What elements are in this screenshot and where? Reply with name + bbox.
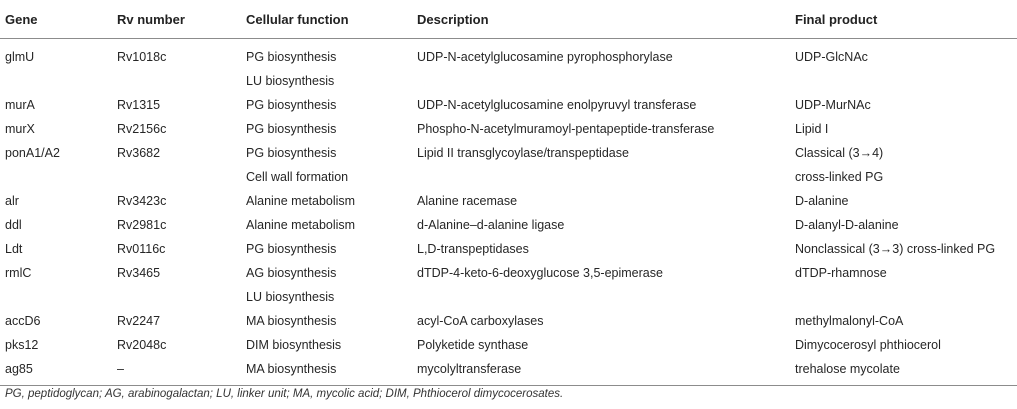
description-cell-text: acyl-CoA carboxylases [417,314,544,328]
description-cell-text: L,D-transpeptidases [417,242,529,256]
function-cell-text: DIM biosynthesis [246,338,342,352]
description-cell [412,261,790,309]
header-gene: Gene [0,0,112,39]
description-cell [412,309,790,333]
gene-cell [0,189,112,213]
description-cell-text: Phospho-N-acetylmuramoyl-pentapeptide-transferase [417,122,715,136]
table-row [0,93,1017,117]
gene-cell-text: murX [5,122,35,136]
function-cell-text: MA biosynthesis [246,314,337,328]
function-cell [241,237,412,261]
function-cell-text: PG biosynthesis [246,146,337,160]
description-cell [412,141,790,189]
product-cell [790,141,1017,189]
gene-cell-text: rmlC [5,266,32,280]
function-cell-text: Alanine metabolism [246,218,356,232]
function-cell [241,357,412,386]
description-cell [412,39,790,94]
description-cell [412,213,790,237]
description-cell-text: Polyketide synthase [417,338,529,352]
gene-cell [0,117,112,141]
gene-cell [0,261,112,309]
table-row [0,117,1017,141]
description-cell-text: mycolyltransferase [417,362,522,376]
product-cell-text: D-alanyl-D-alanine [795,218,899,232]
gene-cell [0,141,112,189]
function-cell-text: PG biosynthesis [246,98,337,112]
table-row [0,39,1017,94]
description-cell [412,93,790,117]
description-cell [412,189,790,213]
rv-number-cell-text: Rv1018c [117,50,167,64]
function-cell [241,141,412,189]
product-cell-text: UDP-MurNAc [795,98,871,112]
header-description: Description [412,0,790,39]
rv-number-cell [112,93,241,117]
table-row [0,189,1017,213]
function-cell-text: Alanine metabolism [246,194,356,208]
rv-number-cell-text: Rv2247 [117,314,161,328]
product-cell [790,261,1017,309]
description-cell-text: d-Alanine–d-alanine ligase [417,218,565,232]
product-cell-text: methylmalonyl-CoA [795,314,904,328]
rv-number-cell [112,357,241,386]
rv-number-cell [112,117,241,141]
gene-cell [0,309,112,333]
table-header-row [0,0,1017,39]
function-cell-text: AG biosynthesis [246,266,337,280]
description-cell [412,237,790,261]
product-cell [790,39,1017,94]
gene-cell [0,213,112,237]
gene-cell [0,93,112,117]
description-cell [412,117,790,141]
product-cell [790,117,1017,141]
function-cell-text: MA biosynthesis [246,362,337,376]
product-cell-text: Dimycocerosyl phthiocerol [795,338,941,352]
function-cell-text: PG biosynthesis [246,122,337,136]
description-cell-text: UDP-N-acetylglucosamine pyrophosphorylase [417,50,673,64]
product-cell [790,189,1017,213]
product-cell-text: UDP-GlcNAc [795,50,868,64]
table-row [0,261,1017,309]
gene-cell-text: Ldt [5,242,23,256]
rv-number-cell-text: Rv2048c [117,338,167,352]
description-cell [412,333,790,357]
function-cell [241,213,412,237]
gene-cell [0,333,112,357]
table-row [0,309,1017,333]
gene-cell-text: accD6 [5,314,41,328]
gene-cell [0,39,112,94]
function-cell-text: LU biosynthesis [246,74,335,88]
table-row [0,333,1017,357]
rv-number-cell [112,333,241,357]
gene-cell-text: pks12 [5,338,39,352]
description-cell-text: UDP-N-acetylglucosamine enolpyruvyl transferase [417,98,697,112]
product-cell [790,237,1017,261]
rv-number-cell-text: Rv2981c [117,218,167,232]
product-cell-text: cross-linked PG [795,170,884,184]
function-cell-text: PG biosynthesis [246,50,337,64]
rv-number-cell [112,141,241,189]
gene-cell-text: ag85 [5,362,33,376]
gene-cell-text: glmU [5,50,35,64]
table-footnote: PG, peptidoglycan; AG, arabinogalactan; LU, linker unit; MA, mycolic acid; DIM, Phthiocerol dimycocerosates. [5,388,564,400]
gene-cell-text: ddl [5,218,22,232]
rv-number-cell [112,237,241,261]
function-cell [241,93,412,117]
rv-number-cell-text: Rv3465 [117,266,161,280]
gene-cell-text: murA [5,98,35,112]
rv-number-cell [112,261,241,309]
function-cell [241,333,412,357]
description-cell-text: Alanine racemase [417,194,518,208]
function-cell [241,261,412,309]
product-cell-text: Lipid I [795,122,829,136]
description-cell-text: Lipid II transglycoylase/transpeptidase [417,146,629,160]
rv-number-cell-text: Rv2156c [117,122,167,136]
function-cell-text: LU biosynthesis [246,290,335,304]
gene-cell-text: ponA1/A2 [5,146,60,160]
product-cell-text: Nonclassical (3→3) cross-linked PG [795,242,996,256]
table-body [0,39,1017,386]
function-cell-text: Cell wall formation [246,170,349,184]
header-rv-number: Rv number [112,0,241,39]
product-cell-text: dTDP-rhamnose [795,266,887,280]
description-cell [412,357,790,386]
product-cell [790,93,1017,117]
table-row [0,213,1017,237]
rv-number-cell [112,309,241,333]
product-cell [790,357,1017,386]
table-row [0,141,1017,189]
description-cell-text: dTDP-4-keto-6-deoxyglucose 3,5-epimerase [417,266,663,280]
rv-number-cell-text: Rv1315 [117,98,161,112]
product-cell-text: Classical (3→4) [795,146,884,160]
function-cell-text: PG biosynthesis [246,242,337,256]
product-cell-text: trehalose mycolate [795,362,900,376]
rv-number-cell [112,213,241,237]
rv-number-cell-text: Rv0116c [117,242,166,256]
gene-cell [0,237,112,261]
product-cell-text: D-alanine [795,194,849,208]
gene-cell-text: alr [5,194,19,208]
function-cell [241,309,412,333]
product-cell [790,333,1017,357]
rv-number-cell-text: Rv3423c [117,194,167,208]
product-cell [790,213,1017,237]
rv-number-cell-text: – [117,362,124,376]
rv-number-cell-text: Rv3682 [117,146,161,160]
table-row [0,357,1017,386]
function-cell [241,117,412,141]
header-cellular-function: Cellular function [241,0,412,39]
gene-cell [0,357,112,386]
product-cell [790,309,1017,333]
function-cell [241,189,412,213]
table-row [0,237,1017,261]
header-final-product: Final product [790,0,1017,39]
rv-number-cell [112,39,241,94]
rv-number-cell [112,189,241,213]
function-cell [241,39,412,94]
